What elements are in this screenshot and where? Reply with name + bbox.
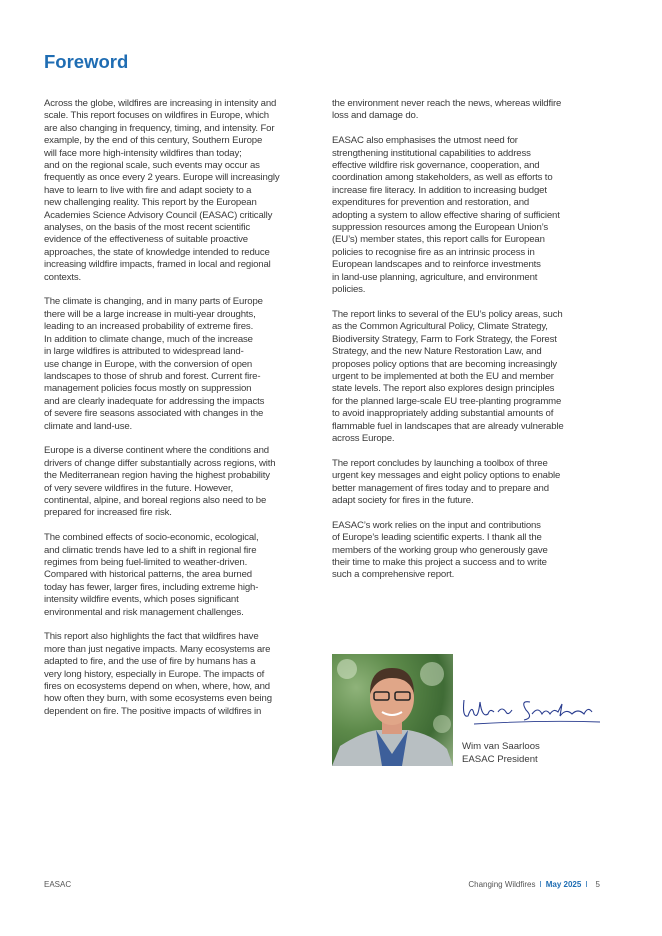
- text-line: loss and damage do.: [332, 110, 419, 122]
- footer-right: [468, 880, 600, 889]
- right-column: [332, 98, 564, 594]
- text-line: example, by the end of this century, Southern Europe: [44, 135, 263, 147]
- text-line: analyses, on the basis of the most recent scientific: [44, 222, 251, 234]
- text-line: climate and land-use.: [44, 420, 133, 432]
- page-number: 5: [595, 880, 600, 889]
- left-column: [44, 98, 280, 731]
- text-line: flammable fuel in landscapes that are already vulnerable: [332, 420, 564, 432]
- text-line: The combined effects of socio-economic, ecological,: [44, 532, 259, 544]
- text-line: dependent on fire. The positive impacts of wildfires in: [44, 705, 262, 717]
- text-line: coordination among stakeholders, as well as efforts to: [332, 172, 553, 184]
- paragraph: [44, 98, 280, 284]
- text-line: Europe is a diverse continent where the conditions and: [44, 445, 269, 457]
- paragraph: [332, 458, 564, 508]
- text-line: of severe fire seasons associated with changes in the: [44, 408, 264, 420]
- paragraph: [44, 445, 280, 519]
- paragraph: [332, 135, 564, 296]
- text-line: increase fire literacy. In addition to increasing budget: [332, 184, 547, 196]
- text-line: across Europe.: [332, 432, 395, 444]
- text-line: prepared for increased fire risk.: [44, 507, 172, 519]
- text-line: increasing wildfire impacts, framed in local and regional: [44, 259, 271, 271]
- text-line: leading to an increased probability of extreme fires.: [44, 321, 254, 333]
- text-line: policies.: [332, 284, 366, 296]
- text-line: in land-use planning, agriculture, and environment: [332, 271, 538, 283]
- text-line: European landscapes and to reinforce investments: [332, 259, 541, 271]
- text-line: very long history, especially in Europe. The impacts of: [44, 668, 265, 680]
- text-line: urgent key messages and eight policy options to enable: [332, 470, 561, 482]
- text-line: of Europe’s leading scientific experts. I thank all the: [332, 532, 542, 544]
- text-line: expenditures for prevention and restoration, and: [332, 197, 530, 209]
- text-line: policies to recognise fire as an intrinsic process in: [332, 246, 535, 258]
- text-line: continental, alpine, and boreal regions also need to be: [44, 494, 267, 506]
- text-line: their time to make this project a success and to write: [332, 556, 547, 568]
- text-line: more than just negative impacts. Many ecosystems are: [44, 643, 271, 655]
- text-line: drivers of change differ substantially across regions, with: [44, 457, 276, 469]
- footer-separator: I: [539, 880, 542, 889]
- footer-separator: I: [585, 880, 588, 889]
- paragraph: [44, 631, 280, 718]
- text-line: today has fewer, larger fires, including extreme high-: [44, 581, 259, 593]
- text-line: EASAC also emphasises the utmost need for: [332, 135, 518, 147]
- text-line: EASAC’s work relies on the input and contributions: [332, 519, 541, 531]
- paragraph: [332, 98, 564, 123]
- signature: [460, 690, 605, 730]
- paragraph: [332, 309, 564, 445]
- text-line: Biodiversity Strategy, Farm to Fork Strategy, the Forest: [332, 333, 557, 345]
- text-line: contexts.: [44, 271, 82, 283]
- text-line: the Mediterranean region having the highest probability: [44, 470, 270, 482]
- text-line: landscapes to those of shrub and forest. Current fire-: [44, 370, 261, 382]
- text-line: such a comprehensive report.: [332, 569, 455, 581]
- text-line: suppression resources among the European Union’s: [332, 222, 549, 234]
- text-line: Academies Science Advisory Council (EASAC) critically: [44, 209, 273, 221]
- text-line: of very severe wildfires in the future. However,: [44, 482, 234, 494]
- text-line: management policies focus mostly on suppression: [44, 383, 252, 395]
- text-line: are also changing in frequency, timing, and intensity. For: [44, 122, 275, 134]
- text-line: adapt society for fires in the future.: [332, 494, 474, 506]
- text-line: Across the globe, wildfires are increasing in intensity and: [44, 98, 277, 109]
- signatory-name: Wim van Saarloos: [462, 741, 540, 752]
- text-line: for the planned large-scale EU tree-planting programme: [332, 395, 562, 407]
- footer-date: May 2025: [545, 880, 582, 889]
- author-photo: [332, 654, 453, 766]
- text-line: proposes policy options that are becoming increasingly: [332, 358, 557, 370]
- text-line: The report concludes by launching a toolbox of three: [332, 457, 548, 469]
- text-line: adapted to fire, and the use of fire by humans has a: [44, 656, 256, 668]
- text-line: the environment never reach the news, whereas wildfire: [332, 98, 562, 109]
- text-line: evidence of the effectiveness of suitable proactive: [44, 234, 248, 246]
- paragraph: [332, 520, 564, 582]
- text-line: (EU’s) member states, this report calls for European: [332, 234, 545, 246]
- footer-publication: Changing Wildfires: [468, 880, 536, 889]
- signatory-role: EASAC President: [462, 754, 538, 765]
- text-line: to avoid inappropriately adding substantial amounts of: [332, 408, 554, 420]
- text-line: regimes from being fuel-limited to weather-driven.: [44, 556, 248, 568]
- text-line: adopting a system to allow effective sharing of sufficient: [332, 209, 560, 221]
- text-line: members of the working group who generously gave: [332, 544, 548, 556]
- text-line: have to learn to live with fire and adapt society to a: [44, 184, 252, 196]
- text-line: and climatic trends have led to a shift in regional fire: [44, 544, 257, 556]
- text-line: and on the regional scale, such events may occur as: [44, 160, 260, 172]
- text-line: how often they burn, with some ecosystems even being: [44, 693, 272, 705]
- text-line: will face more high-intensity wildfires than today;: [44, 147, 242, 159]
- footer-org: EASAC: [44, 880, 72, 889]
- text-line: approaches, the state of knowledge intended to reduce: [44, 246, 270, 258]
- text-line: environmental and risk management challenges.: [44, 606, 244, 618]
- text-line: intensity wildfire events, which poses significant: [44, 594, 239, 606]
- text-line: and are clearly inadequate for addressing the impacts: [44, 395, 265, 407]
- text-line: use change in Europe, with the conversion of open: [44, 358, 253, 370]
- page-title: Foreword: [44, 51, 129, 72]
- text-line: effective wildfire risk governance, cooperation, and: [332, 160, 540, 172]
- text-line: The climate is changing, and in many parts of Europe: [44, 296, 263, 308]
- text-line: urgent to be implemented at both the EU and member: [332, 370, 554, 382]
- text-line: scale. This report focuses on wildfires in Europe, which: [44, 110, 269, 122]
- paragraph: [44, 532, 280, 619]
- text-line: Compared with historical patterns, the area burned: [44, 569, 252, 581]
- text-line: strengthening institutional capabilities to address: [332, 147, 531, 159]
- text-line: Strategy, and the new Nature Restoration Law, and: [332, 346, 542, 358]
- text-line: frequently as once every 2 years. Europe will increasingly: [44, 172, 280, 184]
- text-line: in large wildfires is attributed to widespread land-: [44, 346, 244, 358]
- text-line: fires on ecosystems depend on when, where, how, and: [44, 681, 270, 693]
- text-line: This report also highlights the fact that wildfires have: [44, 631, 259, 643]
- text-line: there will be a large increase in multi-year droughts,: [44, 308, 256, 320]
- text-line: In addition to climate change, much of the increase: [44, 333, 253, 345]
- text-line: The report links to several of the EU’s policy areas, such: [332, 308, 563, 320]
- paragraph: [44, 296, 280, 432]
- text-line: state levels. The report also explores design principles: [332, 383, 555, 395]
- text-line: as the Common Agricultural Policy, Climate Strategy,: [332, 321, 548, 333]
- text-line: better management of fires today and to prepare and: [332, 482, 549, 494]
- text-line: new challenging reality. This report by the European: [44, 197, 257, 209]
